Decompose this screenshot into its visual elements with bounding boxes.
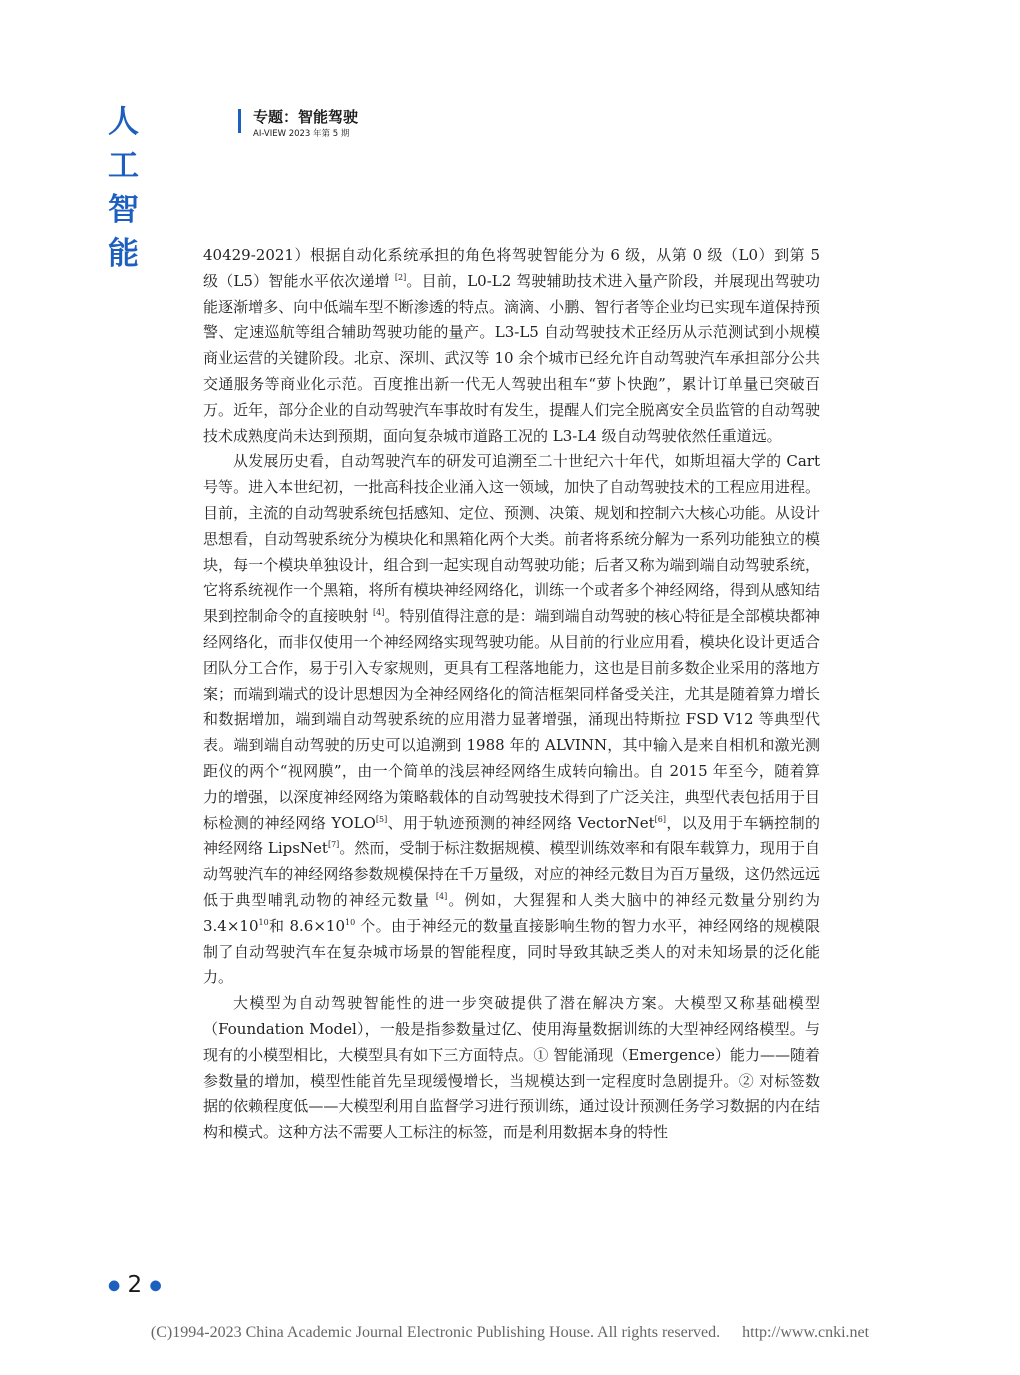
text-run: 。例如，大猩猩和人类大脑中的神经元数量分别约为 3.4×10 (203, 890, 820, 935)
paragraph (203, 449, 820, 991)
paragraph (203, 243, 820, 449)
copyright-text: (C)1994-2023 China Academic Journal Electronic Publishing House. All rights reserved. (150, 1324, 721, 1341)
journal-logo: 人工智能 (108, 104, 138, 272)
text-run: ，以及用于车辆控制的神经网络 LipsNet (203, 813, 820, 858)
text-run: 和 8.6×10 (268, 916, 345, 935)
text-run: 。特别值得注意的是：端到端自动驾驶的核心特征是全部模块都神经网络化，而非仅使用一个神经网络实现驾驶功能。从目前的行业应用看，模块化设计更适合团队分工合作，易于引入专家规则，更具有工程落地能力，这也是目前多数企业采用的落地方案；而端到端式的设计思想因为全神经网络化的简洁框架同样备受关注，尤其是随着算力增长和数据增加，端到端自动驾驶系统的应用潜力显著增强，涌现出特斯拉 FSD V12 等典型代表。端到端自动驾驶的历史可以追溯到 1988 年的 ALVINN，其中输入是来自相机和激光测距仪的两个“视网膜”，由一个简单的浅层神经网络生成转向输出。自 2015 年至今，随着算力的增强，以深度神经网络为策略载体的自动驾驶技术得到了广泛关注，典型代表包括用于目标检测的神经网络 YOLO (203, 607, 820, 832)
page-number-value: 2 (127, 1272, 143, 1298)
superscript: [6] (654, 814, 666, 824)
bullet-icon: ● (149, 1277, 162, 1294)
text-run: 、用于轨迹预测的神经网络 VectorNet (387, 813, 655, 832)
paragraph (203, 991, 820, 1146)
superscript: [7] (327, 840, 340, 850)
text-run: 。然而，受制于标注数据规模、模型训练效率和有限车载算力，现用于自动驾驶汽车的神经网络参数规模保持在千万量级，对应的神经元数目为百万量级，这仍然远远低于典型哺乳动物的神经元数量 (203, 839, 820, 909)
superscript: [4] (435, 891, 448, 901)
copyright-footer (0, 1324, 1020, 1342)
text-run: 大模型为自动驾驶智能性的进一步突破提供了潜在解决方案。大模型又称基础模型（Foundation Model），一般是指参数量过亿、使用海量数据训练的大型神经网络模型。与现有的小模型相比，大模型具有如下三方面特点。① 智能涌现（Emergence）能力——随着参数量的增加，模型性能首先呈现缓慢增长，当规模达到一定程度时急剧提升。② 对标签数据的依赖程度低——大模型利用自监督学习进行预训练，通过设计预测任务学习数据的内在结构和模式。这种方法不需要人工标注的标签，而是利用数据本身的特性 (203, 994, 820, 1142)
superscript: [2] (394, 272, 407, 282)
superscript: [5] (375, 814, 388, 824)
superscript: [4] (373, 608, 385, 618)
bullet-icon: ● (108, 1277, 121, 1294)
superscript: 10 (258, 917, 269, 927)
issue-info: AI-VIEW 2023 年第 5 期 (253, 129, 350, 139)
article-body (203, 243, 820, 1146)
text-run: 从发展历史看，自动驾驶汽车的研发可追溯至二十世纪六十年代，如斯坦福大学的 Cart 号等。进入本世纪初，一批高科技企业涌入这一领域，加快了自动驾驶技术的工程应用进程。目前，主流的自动驾驶系统包括感知、定位、预测、决策、规划和控制六大核心功能。从设计思想看，自动驾驶系统分为模块化和黑箱化两个大类。前者将系统分解为一系列功能独立的模块，每一个模块单独设计，组合到一起实现自动驾驶功能；后者又称为端到端自动驾驶系统，它将系统视作一个黑箱，将所有模块神经网络化，训练一个或者多个神经网络，得到从感知结果到控制命令的直接映射 (203, 452, 820, 626)
superscript: 10 (345, 917, 356, 927)
text-run: 个。由于神经元的数量直接影响生物的智力水平，神经网络的规模限制了自动驾驶汽车在复杂城市场景的智能程度，同时导致其缺乏类人的对未知场景的泛化能力。 (203, 916, 821, 987)
page-number (108, 1272, 162, 1298)
footer-url[interactable]: http://www.cnki.net (742, 1324, 870, 1341)
text-run: 。目前，L0-L2 驾驶辅助技术进入量产阶段，并展现出驾驶功能逐渐增多、向中低端车型不断渗透的特点。滴滴、小鹏、智行者等企业均已实现车道保持预警、定速巡航等组合辅助驾驶功能的量产。L3-L5 自动驾驶技术正经历从示范测试到小规模商业运营的关键阶段。北京、深圳、武汉等 10 余个城市已经允许自动驾驶汽车承担部分公共交通服务等商业化示范。百度推出新一代无人驾驶出租车“萝卜快跑”，累计订单量已突破百万。近年，部分企业的自动驾驶汽车事故时有发生，提醒人们完全脱离安全员监管的自动驾驶技术成熟度尚未达到预期，面向复杂城市道路工况的 L3-L4 级自动驾驶依然任重道远。 (203, 271, 820, 445)
text-run: 40429-2021）根据自动化系统承担的角色将驾驶智能分为 6 级，从第 0 级（L0）到第 5 级（L5）智能水平依次递增 (203, 246, 820, 290)
topic-title: 专题：智能驾驶 (253, 108, 359, 126)
header-divider (238, 109, 241, 133)
